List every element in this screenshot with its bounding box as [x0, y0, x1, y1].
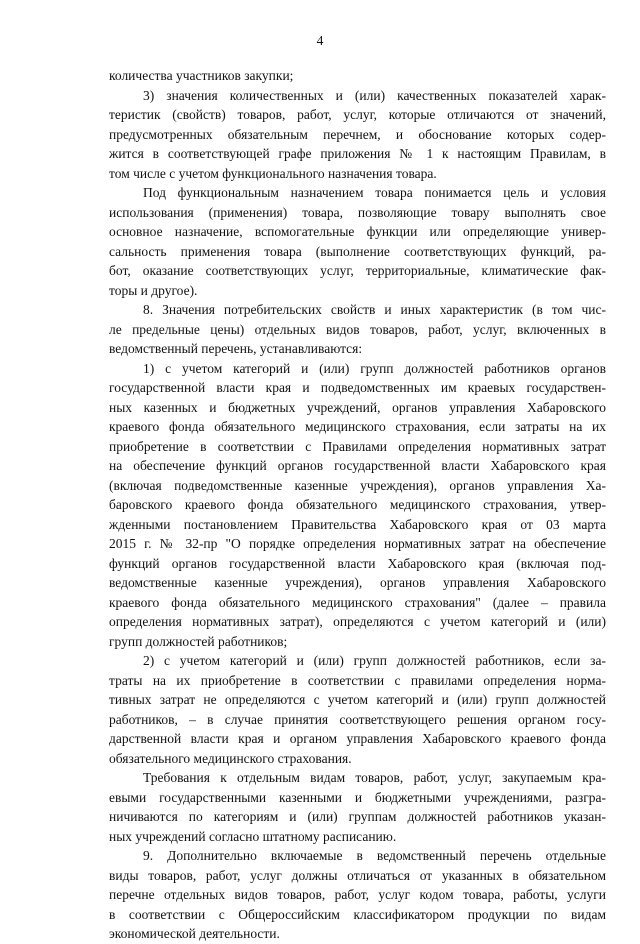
text-line: экономической деятельности.	[109, 926, 280, 941]
text-line: краевого фонда обязательного медицинского страхования" (далее – правила	[109, 594, 606, 610]
text-line: теристик (свойств) товаров, работ, услуг, которые отличаются от значений,	[109, 107, 606, 122]
paragraph	[109, 66, 606, 86]
text-line: Под функциональным назначением товара понимается цель и условия	[143, 185, 606, 200]
text-line: траты на их приобретение в соответствии с правилами определения норма-	[109, 672, 606, 688]
text-line: 1) с учетом категорий и (или) групп должностей работников органов	[143, 360, 606, 376]
text-line: Требования к отдельным видам товаров, работ, услуг, закупаемым кра-	[143, 770, 606, 785]
paragraph	[109, 183, 606, 300]
text-line: виды товаров, работ, услуг должны отличаться от указанных в обязательном	[109, 867, 606, 883]
text-line: 2) с учетом категорий и (или) групп должностей работников, если за-	[143, 653, 606, 668]
page-number: 4	[316, 33, 324, 48]
text-line: на обеспечение функций органов государственной власти Хабаровского края	[109, 458, 606, 473]
text-line: групп должностей работников;	[109, 633, 288, 649]
text-line: сальность применения товара (выполнение соответствующих функций, ра-	[109, 243, 606, 259]
paragraph	[109, 651, 606, 768]
text-line: предусмотренных обязательным перечнем, и обоснование которых содер-	[109, 126, 606, 142]
text-line: ничиваются по категориям и (или) группам должностей работников указан-	[109, 809, 606, 824]
text-line: ведомственные казенные учреждения), органов управления Хабаровского	[109, 575, 606, 590]
text-line: ных учреждений согласно штатному расписанию.	[109, 828, 397, 844]
text-line: основное назначение, вспомогательные функции или определяющие универ-	[109, 224, 606, 239]
text-line: жится в соответствующей графе приложения № 1 к настоящим Правилам, в	[109, 146, 606, 161]
text-line: бот, оказание соответствующих услуг, территориальные, климатические фак-	[109, 263, 606, 278]
text-line: 8. Значения потребительских свойств и иных характеристик (в том чис-	[143, 302, 606, 317]
text-line: функций органов государственной власти Хабаровского края (включая под-	[109, 555, 606, 571]
document-body	[109, 66, 606, 944]
text-line: работников, – в случае принятия соответствующего решения органом госу-	[109, 711, 606, 727]
text-line: использования (применения) товара, позволяющие товару выполнять свое	[109, 204, 606, 220]
paragraph	[109, 300, 606, 359]
text-line: баровского краевого фонда обязательного медицинского страхования, утвер-	[109, 497, 606, 512]
text-line: краевого фонда обязательного медицинского страхования, если затраты на их	[109, 419, 606, 434]
text-line: перечне отдельных видов товаров, работ, услуг кодом товара, работы, услуги	[109, 887, 606, 902]
text-line: евыми государственными казенными и бюджетными учреждениями, разгра-	[109, 789, 606, 805]
text-line: торы и другое).	[109, 282, 198, 298]
text-line: 9. Дополнительно включаемые в ведомственный перечень отдельные	[143, 848, 606, 863]
text-line: государственной власти края и подведомственных им краевых государствен-	[109, 380, 606, 395]
paragraph	[109, 846, 606, 944]
text-line: количества участников закупки;	[109, 68, 294, 83]
text-line: тивных затрат не определяются с учетом категорий и (или) групп должностей	[109, 692, 606, 707]
text-line: ведомственный перечень, устанавливаются:	[109, 341, 363, 356]
text-line: 2015 г. № 32-пр "О порядке определения нормативных затрат на обеспечение	[109, 536, 606, 551]
text-line: обязательного медицинского страхования.	[109, 750, 352, 766]
text-line: определения нормативных затрат), определяются с учетом категорий и (или)	[109, 614, 606, 629]
text-line: (включая подведомственные казенные учреждения), органов управления Ха-	[109, 477, 606, 493]
text-line: ных казенных и бюджетных учреждений, органов управления Хабаровского	[109, 399, 606, 415]
text-line: 3) значения количественных и (или) качественных показателей харак-	[143, 87, 606, 103]
paragraph	[109, 359, 606, 652]
paragraph	[109, 86, 606, 184]
text-line: в соответствии с Общероссийским классификатором продукции по видам	[109, 906, 606, 922]
text-line: ле предельные цены) отдельных видов товаров, работ, услуг, включенных в	[109, 321, 606, 337]
paragraph	[109, 768, 606, 846]
text-line: том числе с учетом функционального назначения товара.	[109, 165, 437, 181]
text-line: дарственной власти края и органом управления Хабаровского краевого фонда	[109, 731, 606, 746]
text-line: жденными постановлением Правительства Хабаровского края от 03 марта	[109, 516, 606, 532]
text-line: приобретение в соответствии с Правилами определения нормативных затрат	[109, 438, 606, 454]
